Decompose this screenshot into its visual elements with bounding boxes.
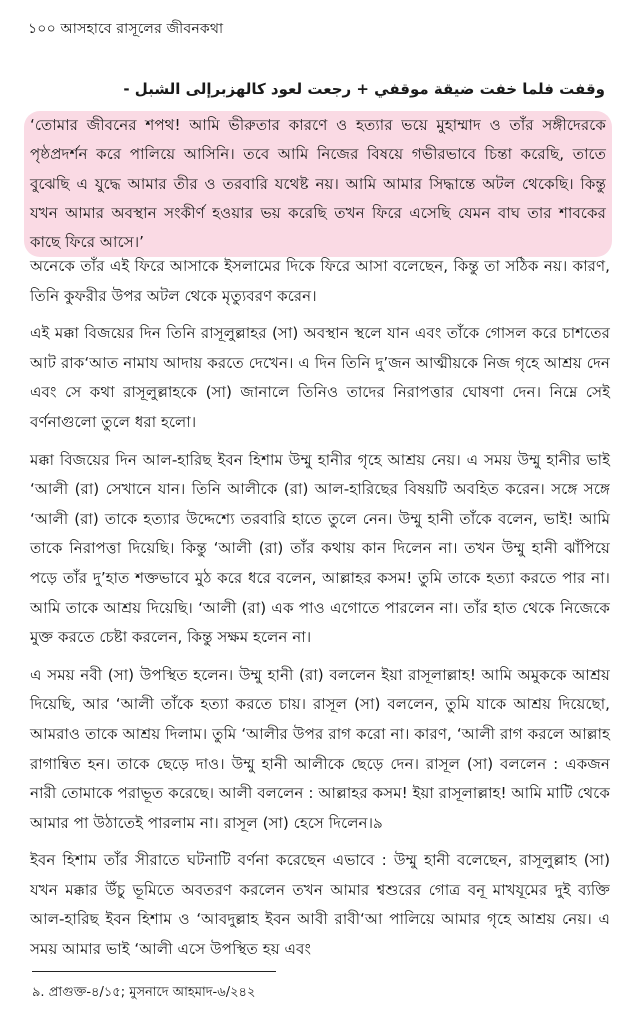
paragraph: অনেকে তাঁর এই ফিরে আসাকে ইসলামের দিকে ফিরে আসা বলেছেন, কিন্তু তা সঠিক নয়। কারণ, তিনি কুফরীর উপর অটল থেকে মৃত্যুবরণ করেন। (30, 257, 610, 305)
arabic-verse: وقفت فلما خفت ضيقة موقفي + رجعت لعود كالهزبرإلى الشبل - (123, 80, 605, 98)
paragraph: এই মক্কা বিজয়ের দিন তিনি রাসূলুল্লাহর (সা) অবস্থান স্থলে যান এবং তাঁকে গোসল করে চাশতের আট রাক‘আত নামায আদায় করতে দেখেন। এ দিন তিনি দু’জন আত্মীয়কে নিজ গৃহে আশ্রয় দেন এবং সে কথা রাসূলুল্লাহকে (সা) জানালে তিনিও তাদের নিরাপত্তার ঘোষণা দেন। নিম্নে সেই বর্ণনাগুলো তুলে ধরা হলো। (30, 324, 610, 431)
paragraph: মক্কা বিজয়ের দিন আল-হারিছ ইবন হিশাম উম্মু হানীর গৃহে আশ্রয় নেয়। এ সময় উম্মু হানীর ভাই ‘আলী (রা) সেখানে যান। তিনি আলীকে (রা) আল-হারিছের বিষয়টি অবহিত করেন। সঙ্গে সঙ্গে ‘আলী (রা) তাকে হত্যার উদ্দেশ্যে তরবারি হাতে তুলে নেন। উম্মু হানী তাঁকে বলেন, ভাই! আমি তাকে নিরাপত্তা দিয়েছি। কিন্তু ‘আলী (রা) তাঁর কথায় কান দিলেন না। তখন উম্মু হানী ঝাঁপিয়ে পড়ে তাঁর দু’হাত শক্তভাবে মুঠ করে ধরে বলেন, আল্লাহর কসম! তুমি তাকে হত্যা করতে পার না। আমি তাকে আশ্রয় দিয়েছি। ‘আলী (রা) এক পাও এগোতে পারলেন না। তাঁর হাত থেকে নিজেকে মুক্ত করতে চেষ্টা করলেন, কিন্তু সক্ষম হলেন না। (30, 450, 610, 647)
running-header: ১০০ আসহাবে রাসূলের জীবনকথা (28, 21, 224, 37)
highlighted-quote: ‘তোমার জীবনের শপথ! আমি ভীরুতার কারণে ও হত্যার ভয়ে মুহাম্মাদ ও তাঁর সঙ্গীদেরকে পৃষ্ঠপ্রদর্শন করে পালিয়ে আসিনি। তবে আমি নিজের বিষয়ে গভীরভাবে চিন্তা করেছি, তাতে বুঝেছি এ যুদ্ধে আমার তীর ও তরবারি যথেষ্ট নয়। আমি আমার সিদ্ধান্তে অটল থেকেছি। কিন্তু যখন আমার অবস্থান সংকীর্ণ হওয়ার ভয় করেছি তখন ফিরে এসেছি যেমন বাঘ তার শাবকের কাছে ফিরে আসে।’ (24, 111, 612, 257)
paragraph: ইবন হিশাম তাঁর সীরাতে ঘটনাটি বর্ণনা করেছেন এভাবে : উম্মু হানী বলেছেন, রাসূলুল্লাহ (সা) যখন মক্কার উঁচু ভূমিতে অবতরণ করলেন তখন আমার শ্বশুরের গোত্র বনূ মাখযূমের দুই ব্যক্তি আল-হারিছ ইবন হিশাম ও ‘আবদুল্লাহ ইবন আবী রাবী‘আ পালিয়ে আমার গৃহে আশ্রয় নেয়। এ সময় আমার ভাই ‘আলী এসে উপস্থিত হয় এবং (30, 851, 610, 959)
paragraph: এ সময় নবী (সা) উপস্থিত হলেন। উম্মু হানী (রা) বললেন ইয়া রাসূলাল্লাহ! আমি অমুককে আশ্রয় দিয়েছি, আর ‘আলী তাঁকে হত্যা করতে চায়। রাসূল (সা) বললেন, তুমি যাকে আশ্রয় দিয়েছো, আমরাও তাকে আশ্রয় দিলাম। তুমি ‘আলীর উপর রাগ করো না। কারণ, ‘আলী রাগ করলে আল্লাহ রাগান্বিত হন। তাকে ছেড়ে দাও। উম্মু হানী আলীকে ছেড়ে দেন। রাসূল (সা) বললেন : একজন নারী তোমাকে পরাভূত করেছে। আলী বললেন : আল্লাহর কসম! ইয়া রাসূলাল্লাহ! আমি মাটি থেকে আমার পা উঠাতেই পারলাম না। রাসূল (সা) হেসে দিলেন।৯ (30, 665, 610, 832)
footnote: ৯. প্রাগুক্ত-৪/১৫; মুসনাদে আহমাদ-৬/২৪২ (32, 985, 256, 1000)
body-text (30, 252, 610, 973)
footnote-divider (32, 971, 276, 972)
